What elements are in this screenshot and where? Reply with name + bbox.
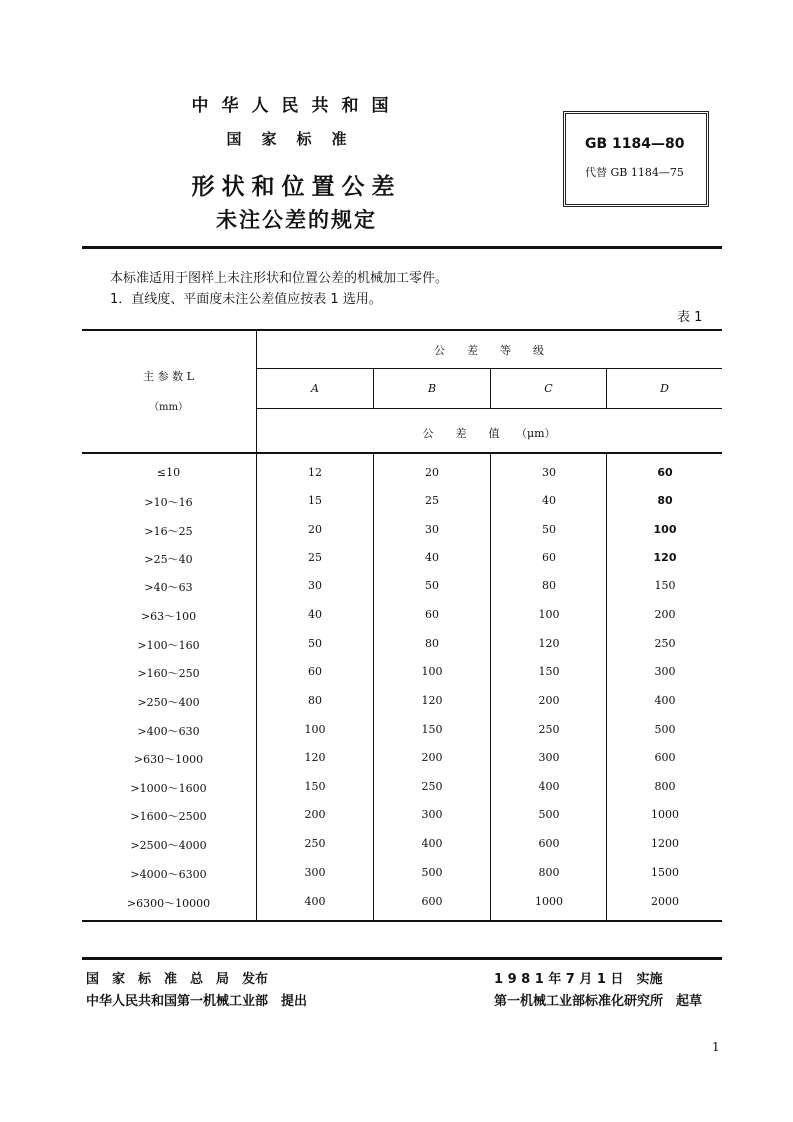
- grade-b: B: [427, 382, 437, 395]
- param-unit: （mm）: [149, 402, 188, 413]
- cell-d: 80: [657, 494, 673, 507]
- cell-c: 60: [542, 551, 556, 564]
- cell-c: 300: [538, 751, 560, 764]
- row-param: >10～16: [144, 496, 193, 509]
- cell-c: 80: [542, 579, 556, 592]
- cell-b: 300: [421, 808, 443, 821]
- grade-a: A: [311, 382, 319, 395]
- cell-b: 200: [421, 751, 443, 764]
- cell-a: 250: [304, 837, 326, 850]
- cell-a: 80: [308, 694, 322, 707]
- row-param: >4000～6300: [130, 868, 207, 881]
- intro-clause-1: 1．直线度、平面度未注公差值应按表 1 选用。: [110, 292, 382, 307]
- cell-b: 120: [421, 694, 443, 707]
- cell-a: 25: [308, 551, 322, 564]
- cell-c: 1000: [535, 895, 563, 908]
- cell-b: 500: [421, 866, 443, 879]
- cell-d: 120: [653, 551, 677, 564]
- grade-d: D: [660, 382, 669, 395]
- table-bottom-border: [82, 920, 722, 922]
- cell-d: 100: [653, 523, 677, 536]
- cell-a: 12: [308, 466, 322, 479]
- cell-c: 40: [542, 494, 556, 507]
- row-param: >40～63: [144, 581, 193, 594]
- cell-c: 500: [538, 808, 560, 821]
- cell-b: 40: [425, 551, 439, 564]
- cell-b: 400: [421, 837, 443, 850]
- proposer: 中华人民共和国第一机械工业部 提出: [86, 994, 308, 1009]
- cell-c: 50: [542, 523, 556, 536]
- cell-d: 800: [654, 780, 676, 793]
- cell-a: 20: [308, 523, 322, 536]
- row-param: >63～100: [140, 610, 197, 623]
- header-divider: [82, 246, 722, 249]
- cell-b: 25: [425, 494, 439, 507]
- row-param: >6300～10000: [126, 897, 211, 910]
- cell-b: 250: [421, 780, 443, 793]
- cell-d: 300: [654, 665, 676, 678]
- cell-b: 600: [421, 895, 443, 908]
- cell-c: 120: [538, 637, 560, 650]
- table-top-border: [82, 329, 722, 331]
- page-number: 1: [712, 1040, 720, 1054]
- replaces-code: 代替 GB 1184—75: [585, 166, 684, 179]
- cell-a: 200: [304, 808, 326, 821]
- row-param: >1600～2500: [130, 810, 207, 823]
- row-param: >160～250: [137, 667, 200, 680]
- cell-b: 50: [425, 579, 439, 592]
- cell-c: 250: [538, 723, 560, 736]
- row-param: >25～40: [144, 553, 193, 566]
- standard-code-box: [563, 111, 709, 207]
- row-param: >2500～4000: [130, 839, 207, 852]
- row-param: >1000～1600: [130, 782, 207, 795]
- cell-d: 200: [654, 608, 676, 621]
- cell-c: 400: [538, 780, 560, 793]
- cell-b: 20: [425, 466, 439, 479]
- cell-b: 150: [421, 723, 443, 736]
- column-divider-param: [256, 330, 257, 921]
- standard-code: GB 1184—80: [585, 136, 685, 152]
- drafter: 第一机械工业部标准化研究所 起草: [494, 994, 703, 1009]
- issuer: 国 家 标 准 总 局 发布: [86, 972, 269, 987]
- cell-a: 400: [304, 895, 326, 908]
- cell-a: 100: [304, 723, 326, 736]
- cell-a: 50: [308, 637, 322, 650]
- cell-a: 60: [308, 665, 322, 678]
- footer-divider: [82, 957, 722, 960]
- cell-d: 500: [654, 723, 676, 736]
- row-param: >400～630: [137, 725, 200, 738]
- cell-c: 30: [542, 466, 556, 479]
- document-title: 形状和位置公差: [191, 174, 402, 200]
- cell-a: 300: [304, 866, 326, 879]
- cell-d: 1000: [651, 808, 679, 821]
- implementation-date: 1 9 8 1 年 7 月 1 日 实施: [494, 972, 663, 987]
- cell-d: 150: [654, 579, 676, 592]
- cell-a: 15: [308, 494, 322, 507]
- cell-a: 120: [304, 751, 326, 764]
- intro-scope: 本标准适用于图样上未注形状和位置公差的机械加工零件。: [110, 271, 449, 286]
- row-param: >630～1000: [133, 753, 204, 766]
- cell-b: 30: [425, 523, 439, 536]
- country-name: 中华人民共和国: [191, 96, 402, 116]
- cell-b: 80: [425, 637, 439, 650]
- row-param: >100～160: [137, 639, 200, 652]
- cell-d: 2000: [651, 895, 679, 908]
- cell-a: 150: [304, 780, 326, 793]
- cell-d: 600: [654, 751, 676, 764]
- cell-c: 100: [538, 608, 560, 621]
- row-param: ≤10: [156, 466, 181, 479]
- cell-d: 400: [654, 694, 676, 707]
- grade-c: C: [544, 382, 553, 395]
- cell-c: 150: [538, 665, 560, 678]
- value-header: 公 差 值 （μm）: [422, 427, 556, 440]
- cell-d: 1200: [651, 837, 679, 850]
- cell-c: 200: [538, 694, 560, 707]
- document-subtitle: 未注公差的规定: [216, 208, 377, 232]
- table-label: 表 1: [677, 310, 703, 325]
- grade-header: 公 差 等 级: [434, 344, 544, 357]
- cell-c: 800: [538, 866, 560, 879]
- param-header: 主 参 数 L: [143, 370, 194, 383]
- cell-a: 40: [308, 608, 322, 621]
- cell-b: 100: [421, 665, 443, 678]
- cell-d: 1500: [651, 866, 679, 879]
- cell-c: 600: [538, 837, 560, 850]
- cell-b: 60: [425, 608, 439, 621]
- grade-letter-rule: [256, 408, 722, 409]
- cell-a: 30: [308, 579, 322, 592]
- cell-d: 60: [657, 466, 673, 479]
- cell-d: 250: [654, 637, 676, 650]
- standard-type: 国家标准: [226, 130, 367, 148]
- row-param: >16～25: [144, 525, 193, 538]
- table-header-bottom-border: [82, 452, 722, 454]
- row-param: >250～400: [137, 696, 200, 709]
- grade-header-rule: [256, 368, 722, 369]
